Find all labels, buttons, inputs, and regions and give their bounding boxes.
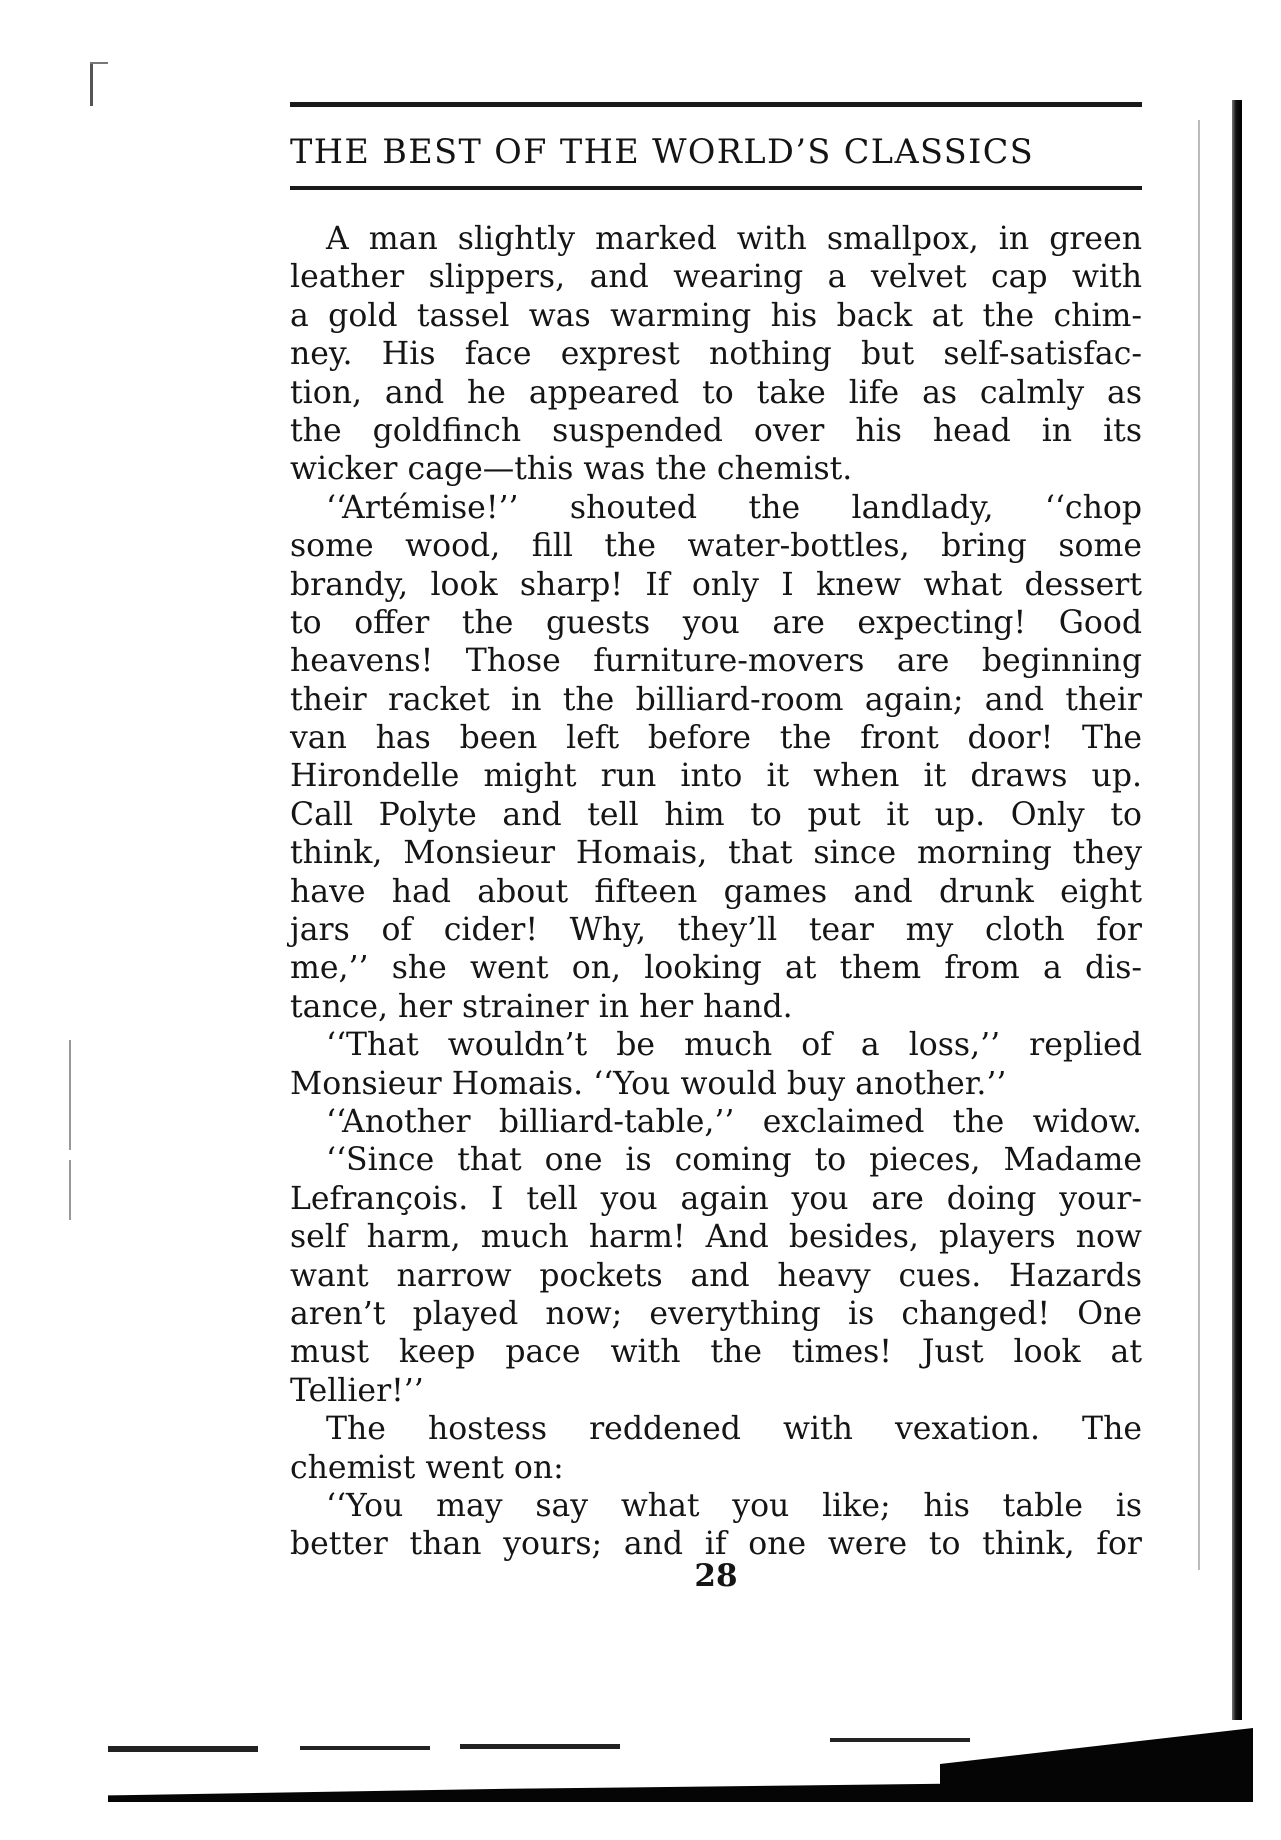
scan-left-tick xyxy=(69,1040,71,1150)
text-line: their racket in the billiard-room again; and their xyxy=(290,681,1142,718)
header-rule-top xyxy=(290,102,1142,107)
text-line: brandy, look sharp! If only I knew what dessert xyxy=(290,566,1142,603)
text-line: think, Monsieur Homais, that since morning they xyxy=(290,835,1142,872)
text-line: Monsieur Homais. ‘‘You would buy another.’’ xyxy=(290,1065,1007,1102)
text-line: the goldfinch suspended over his head in its xyxy=(290,412,1142,449)
text-line: Call Polyte and tell him to put it up. Only to xyxy=(290,796,1142,833)
text-line: want narrow pockets and heavy cues. Hazards xyxy=(290,1257,1142,1294)
running-header: THE BEST OF THE WORLD’S CLASSICS xyxy=(290,132,1035,171)
text-line: must keep pace with the times! Just look at xyxy=(290,1334,1142,1371)
text-line: Hirondelle might run into it when it draws up. xyxy=(290,758,1142,795)
page-number: 28 xyxy=(694,1558,738,1594)
text-line: A man slightly marked with smallpox, in green xyxy=(326,221,1142,257)
text-line: wicker cage—this was the chemist. xyxy=(290,451,853,488)
text-line: The hostess reddened with vexation. The xyxy=(326,1411,1142,1448)
text-line: ‘‘Since that one is coming to pieces, Madame xyxy=(326,1142,1142,1179)
text-line: ‘‘That wouldn’t be much of a loss,’’ replied xyxy=(326,1027,1142,1064)
text-line: Lefrançois. I tell you again you are doing your- xyxy=(290,1180,1142,1217)
text-line: a gold tassel was warming his back at the chim- xyxy=(290,297,1142,334)
text-line: ‘‘You may say what you like; his table is xyxy=(326,1487,1142,1524)
text-line: aren’t played now; everything is changed! One xyxy=(290,1295,1142,1332)
text-line: van has been left before the front door! The xyxy=(290,720,1142,757)
scan-right-edge-shadow xyxy=(1232,100,1242,1720)
text-line: heavens! Those furniture-movers are beginning xyxy=(290,643,1142,680)
scan-bottom-noise xyxy=(460,1744,620,1749)
text-line: to offer the guests you are expecting! Good xyxy=(290,604,1142,641)
text-line: jars of cider! Why, they’ll tear my cloth for xyxy=(290,912,1142,949)
text-line: better than yours; and if one were to think, for xyxy=(290,1526,1142,1563)
scan-bottom-noise xyxy=(830,1738,970,1742)
scan-bottom-noise xyxy=(108,1746,258,1752)
text-line: Tellier!’’ xyxy=(290,1372,424,1409)
text-line: tion, and he appeared to take life as calmly as xyxy=(290,374,1142,411)
text-line: leather slippers, and wearing a velvet cap with xyxy=(290,259,1142,296)
body-text xyxy=(290,220,1142,1564)
text-line: ‘‘Artémise!’’ shouted the landlady, ‘‘chop xyxy=(326,489,1142,526)
text-line: ‘‘Another billiard-table,’’ exclaimed the widow. xyxy=(326,1103,1142,1140)
text-line: ney. His face exprest nothing but self-satisfac- xyxy=(290,336,1142,373)
text-line: self harm, much harm! And besides, players now xyxy=(290,1219,1142,1256)
scan-bottom-noise xyxy=(300,1746,430,1750)
text-line: some wood, fill the water-bottles, bring some xyxy=(290,528,1142,565)
scan-corner-mark xyxy=(90,62,93,106)
scan-bottom-edge xyxy=(940,1728,1253,1788)
text-line: tance, her strainer in her hand. xyxy=(290,988,793,1025)
scan-left-tick xyxy=(69,1160,71,1220)
scan-right-edge-line xyxy=(1198,120,1200,1570)
text-line: chemist went on: xyxy=(290,1449,564,1486)
text-line: me,’’ she went on, looking at them from a dis- xyxy=(290,950,1142,987)
header-rule-bottom xyxy=(290,186,1142,190)
text-line: have had about fifteen games and drunk eight xyxy=(290,873,1142,910)
